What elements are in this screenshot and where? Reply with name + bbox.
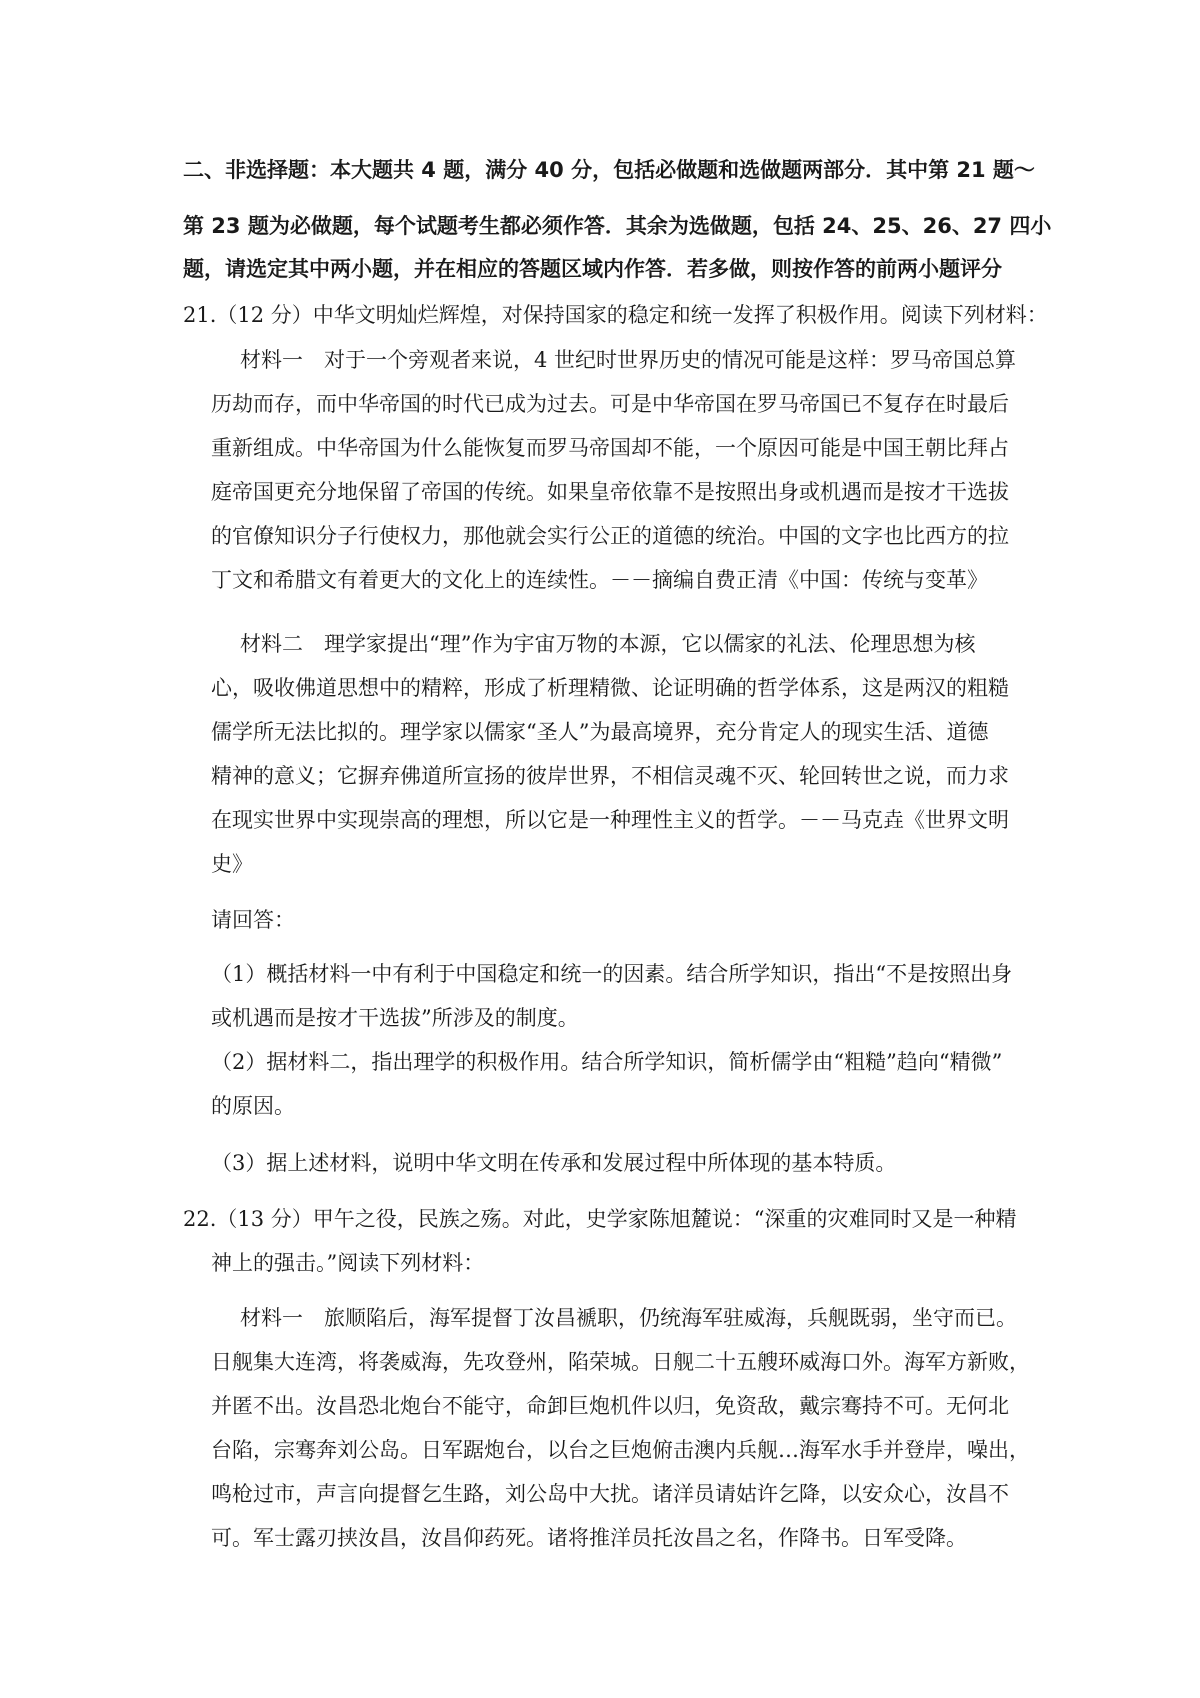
q22-material1-line-2: 日舰集大连湾，将袭威海，先攻登州，陷荣城。日舰二十五艘环威海口外。海军方新败， <box>211 1350 1030 1374</box>
q22-material1-line-4: 台陷，宗骞奔刘公岛。日军踞炮台，以台之巨炮俯击澳内兵舰…海军水手并登岸，噪出， <box>211 1438 1030 1462</box>
q21-question-2-line-1: （2）据材料二，指出理学的积极作用。结合所学知识，简析儒学由“粗糙”趋向“精微” <box>211 1050 1003 1074</box>
q21-material2-line-3: 儒学所无法比拟的。理学家以儒家“圣人”为最高境界，充分肯定人的现实生活、道德 <box>211 720 989 744</box>
q22-material1-line-3: 并匿不出。汝昌恐北炮台不能守，命卸巨炮机件以归，免资敌，戴宗骞持不可。无何北 <box>211 1394 1009 1418</box>
q22-material1-line-5: 鸣枪过市，声言向提督乞生路，刘公岛中大扰。诸洋员请姑许乞降，以安众心，汝昌不 <box>211 1482 1009 1506</box>
q21-material1-line-6: 丁文和希腊文有着更大的文化上的连续性。－－摘编自费正清《中国：传统与变革》 <box>211 568 988 592</box>
q21-question-2-line-2: 的原因。 <box>211 1094 295 1118</box>
q21-material1-line-3: 重新组成。中华帝国为什么能恢复而罗马帝国却不能，一个原因可能是中国王朝比拜占 <box>211 436 1009 460</box>
q21-prompt: 请回答： <box>211 908 295 932</box>
section-header-line-1: 二、非选择题：本大题共 4 题，满分 40 分，包括必做题和选做题两部分．其中第 21 题～ <box>183 158 1035 182</box>
q21-question-3: （3）据上述材料，说明中华文明在传承和发展过程中所体现的基本特质。 <box>211 1151 897 1175</box>
q21-material2-line-5: 在现实世界中实现崇高的理想，所以它是一种理性主义的哲学。－－马克垚《世界文明 <box>211 808 1009 832</box>
q21-question-1-line-1: （1）概括材料一中有利于中国稳定和统一的因素。结合所学知识，指出“不是按照出身 <box>211 962 1013 986</box>
q21-material1-line-1: 材料一 对于一个旁观者来说，4 世纪时世界历史的情况可能是这样：罗马帝国总算 <box>240 348 1017 372</box>
q22-header-line-1: 22.（13 分）甲午之役，民族之殇。对此，史学家陈旭麓说：“深重的灾难同时又是一种精 <box>183 1207 1017 1231</box>
q21-question-1-line-2: 或机遇而是按才干选拔”所涉及的制度。 <box>211 1006 579 1030</box>
q21-material1-line-5: 的官僚知识分子行使权力，那他就会实行公正的道德的统治。中国的文字也比西方的拉 <box>211 524 1009 548</box>
q22-header-line-2: 神上的强击。”阅读下列材料： <box>211 1251 485 1275</box>
q21-material2-line-2: 心，吸收佛道思想中的精粹，形成了析理精微、论证明确的哲学体系，这是两汉的粗糙 <box>211 676 1009 700</box>
q21-material2-line-1: 材料二 理学家提出“理”作为宇宙万物的本源，它以儒家的礼法、伦理思想为核 <box>240 632 976 656</box>
q21-material2-line-6: 史》 <box>211 852 253 876</box>
section-header-line-2: 第 23 题为必做题，每个试题考生都必须作答．其余为选做题，包括 24、25、26、27 四小 <box>183 214 1052 238</box>
q22-material1-line-1: 材料一 旅顺陷后，海军提督丁汝昌褫职，仍统海军驻威海，兵舰既弱，坐守而已。 <box>240 1306 1017 1330</box>
section-header-line-3: 题，请选定其中两小题，并在相应的答题区域内作答．若多做，则按作答的前两小题评分 <box>183 257 1002 281</box>
q21-material1-line-2: 历劫而存，而中华帝国的时代已成为过去。可是中华帝国在罗马帝国已不复存在时最后 <box>211 392 1009 416</box>
q21-header: 21.（12 分）中华文明灿烂辉煌，对保持国家的稳定和统一发挥了积极作用。阅读下列材料： <box>183 303 1048 327</box>
q21-material1-line-4: 庭帝国更充分地保留了帝国的传统。如果皇帝依靠不是按照出身或机遇而是按才干选拔 <box>211 480 1009 504</box>
q22-material1-line-6: 可。军士露刃挟汝昌，汝昌仰药死。诸将推洋员托汝昌之名，作降书。日军受降。 <box>211 1526 967 1550</box>
q21-material2-line-4: 精神的意义；它摒弃佛道所宣扬的彼岸世界，不相信灵魂不灭、轮回转世之说，而力求 <box>211 764 1009 788</box>
